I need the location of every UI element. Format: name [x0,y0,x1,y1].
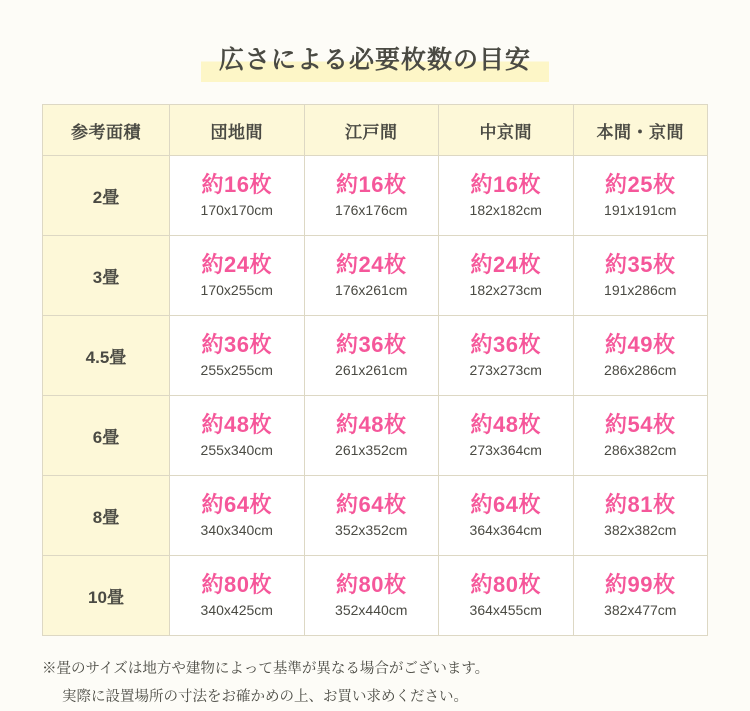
table-cell [573,236,708,316]
cell-dimension: 286x382cm [604,441,677,458]
table-cell [573,316,708,396]
table-cell [439,476,574,556]
table-cell [170,156,305,236]
column-header-chukyoma: 中京間 [439,105,574,156]
cell-quantity: 約25枚 [605,172,676,198]
cell-quantity: 約36枚 [336,332,407,358]
cell-dimension: 261x261cm [335,361,408,378]
row-header-area: 6畳 [43,396,170,476]
column-header-area: 参考面積 [43,105,170,156]
table-cell [573,476,708,556]
cell-quantity: 約48枚 [470,412,541,438]
table-cell [573,556,708,636]
table-row [43,396,708,476]
table-cell [304,316,439,396]
row-header-area: 2畳 [43,156,170,236]
cell-dimension: 182x182cm [469,201,542,218]
size-table-head [43,105,708,156]
cell-dimension: 382x382cm [604,521,677,538]
cell-quantity: 約35枚 [605,252,676,278]
table-cell [304,396,439,476]
cell-dimension: 382x477cm [604,601,677,618]
column-header-edoma: 江戸間 [304,105,439,156]
cell-dimension: 340x340cm [200,521,273,538]
cell-dimension: 170x255cm [200,281,273,298]
table-cell [304,476,439,556]
cell-dimension: 273x273cm [469,361,542,378]
cell-quantity: 約48枚 [336,412,407,438]
cell-dimension: 364x455cm [469,601,542,618]
cell-dimension: 286x286cm [604,361,677,378]
cell-quantity: 約64枚 [336,492,407,518]
table-cell [439,556,574,636]
cell-quantity: 約24枚 [336,252,407,278]
column-header-danchima: 団地間 [170,105,305,156]
table-cell [170,476,305,556]
size-table-body [43,156,708,636]
cell-quantity: 約24枚 [201,252,272,278]
table-cell [439,396,574,476]
table-cell [439,156,574,236]
cell-dimension: 261x352cm [335,441,408,458]
cell-dimension: 273x364cm [469,441,542,458]
cell-quantity: 約81枚 [605,492,676,518]
page-title: 広さによる必要枚数の目安 [201,36,549,82]
cell-dimension: 191x191cm [604,201,677,218]
cell-quantity: 約16枚 [201,172,272,198]
table-cell [170,396,305,476]
table-cell [304,236,439,316]
cell-dimension: 191x286cm [604,281,677,298]
cell-quantity: 約80枚 [336,572,407,598]
cell-dimension: 182x273cm [469,281,542,298]
size-table-wrap [42,104,708,636]
cell-dimension: 170x170cm [200,201,273,218]
table-cell [304,556,439,636]
cell-quantity: 約36枚 [201,332,272,358]
cell-dimension: 352x440cm [335,601,408,618]
table-cell [170,316,305,396]
cell-quantity: 約99枚 [605,572,676,598]
table-row [43,476,708,556]
cell-quantity: 約80枚 [470,572,541,598]
footnote-line-2: 実際に設置場所の寸法をお確かめの上、お買い求めください。 [62,688,468,705]
table-cell [170,556,305,636]
cell-quantity: 約48枚 [201,412,272,438]
cell-quantity: 約16枚 [336,172,407,198]
row-header-area: 8畳 [43,476,170,556]
row-header-area: 3畳 [43,236,170,316]
table-row [43,236,708,316]
cell-quantity: 約16枚 [470,172,541,198]
table-cell [573,396,708,476]
cell-quantity: 約80枚 [201,572,272,598]
cell-dimension: 176x176cm [335,201,408,218]
cell-quantity: 約64枚 [470,492,541,518]
cell-dimension: 352x352cm [335,521,408,538]
table-cell [439,236,574,316]
footnotes [42,656,708,711]
cell-dimension: 255x255cm [200,361,273,378]
footnote-line-1: ※畳のサイズは地方や建物によって基準が異なる場合がございます。 [42,661,490,677]
page-title-wrap [0,0,750,82]
cell-dimension: 176x261cm [335,281,408,298]
cell-quantity: 約36枚 [470,332,541,358]
table-row [43,556,708,636]
cell-quantity: 約64枚 [201,492,272,518]
cell-quantity: 約49枚 [605,332,676,358]
table-row [43,316,708,396]
table-cell [439,316,574,396]
cell-dimension: 340x425cm [200,601,273,618]
cell-quantity: 約24枚 [470,252,541,278]
table-row [43,156,708,236]
cell-dimension: 364x364cm [469,521,542,538]
table-cell [170,236,305,316]
table-header-row [43,105,708,156]
cell-quantity: 約54枚 [605,412,676,438]
table-cell [304,156,439,236]
table-cell [573,156,708,236]
size-table [42,104,708,636]
row-header-area: 4.5畳 [43,316,170,396]
row-header-area: 10畳 [43,556,170,636]
column-header-honma-kyoma: 本間・京間 [573,105,708,156]
cell-dimension: 255x340cm [200,441,273,458]
